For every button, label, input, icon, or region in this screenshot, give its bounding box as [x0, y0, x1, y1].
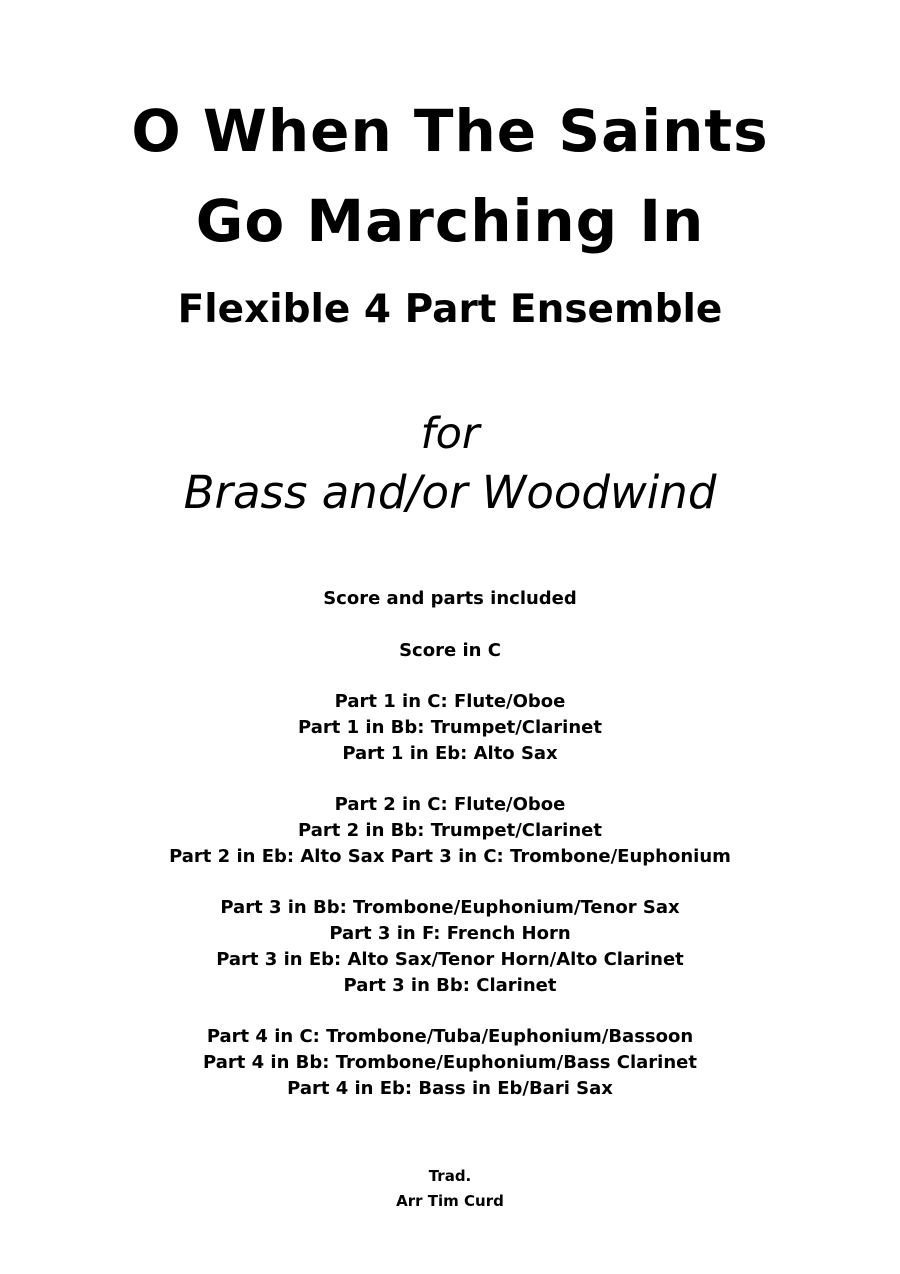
ensemble-subtitle: Flexible 4 Part Ensemble [177, 287, 723, 332]
parts-listing [0, 586, 900, 1102]
part-line: Part 3 in Bb: Clarinet [343, 975, 557, 996]
credit-arranger: Arr Tim Curd [396, 1192, 504, 1210]
part-line: Part 3 in Eb: Alto Sax/Tenor Horn/Alto Clarinet [216, 949, 684, 970]
part-line: Part 3 in Bb: Trombone/Euphonium/Tenor Sax [220, 897, 680, 918]
part-group-4 [0, 1024, 900, 1102]
credits [0, 1164, 900, 1214]
part-line: Part 1 in Eb: Alto Sax [342, 743, 558, 764]
part-line: Part 2 in Eb: Alto Sax Part 3 in C: Trombone/Euphonium [169, 846, 731, 867]
title-line-1: O When The Saints [131, 97, 769, 165]
part-line: Part 4 in Eb: Bass in Eb/Bari Sax [287, 1078, 613, 1099]
part-line: Part 4 in C: Trombone/Tuba/Euphonium/Bassoon [206, 1026, 694, 1047]
part-line: Part 2 in Bb: Trumpet/Clarinet [298, 820, 602, 841]
credit-trad: Trad. [428, 1167, 472, 1185]
part-group-1 [0, 689, 900, 767]
score-note: Score and parts included [323, 588, 577, 609]
part-line: Part 1 in Bb: Trumpet/Clarinet [298, 717, 602, 738]
for-text: for [420, 409, 480, 459]
title-line-2: Go Marching In [195, 187, 705, 255]
part-line: Part 2 in C: Flute/Oboe [334, 794, 566, 815]
part-line: Part 1 in C: Flute/Oboe [334, 691, 566, 712]
piece-title [0, 0, 900, 266]
part-line: Part 3 in F: French Horn [329, 923, 571, 944]
part-line: Part 4 in Bb: Trombone/Euphonium/Bass Clarinet [203, 1052, 697, 1073]
score-key: Score in C [399, 640, 501, 661]
instrumentation-text: Brass and/or Woodwind [183, 466, 717, 519]
part-group-2 [0, 792, 900, 870]
part-group-3 [0, 895, 900, 999]
